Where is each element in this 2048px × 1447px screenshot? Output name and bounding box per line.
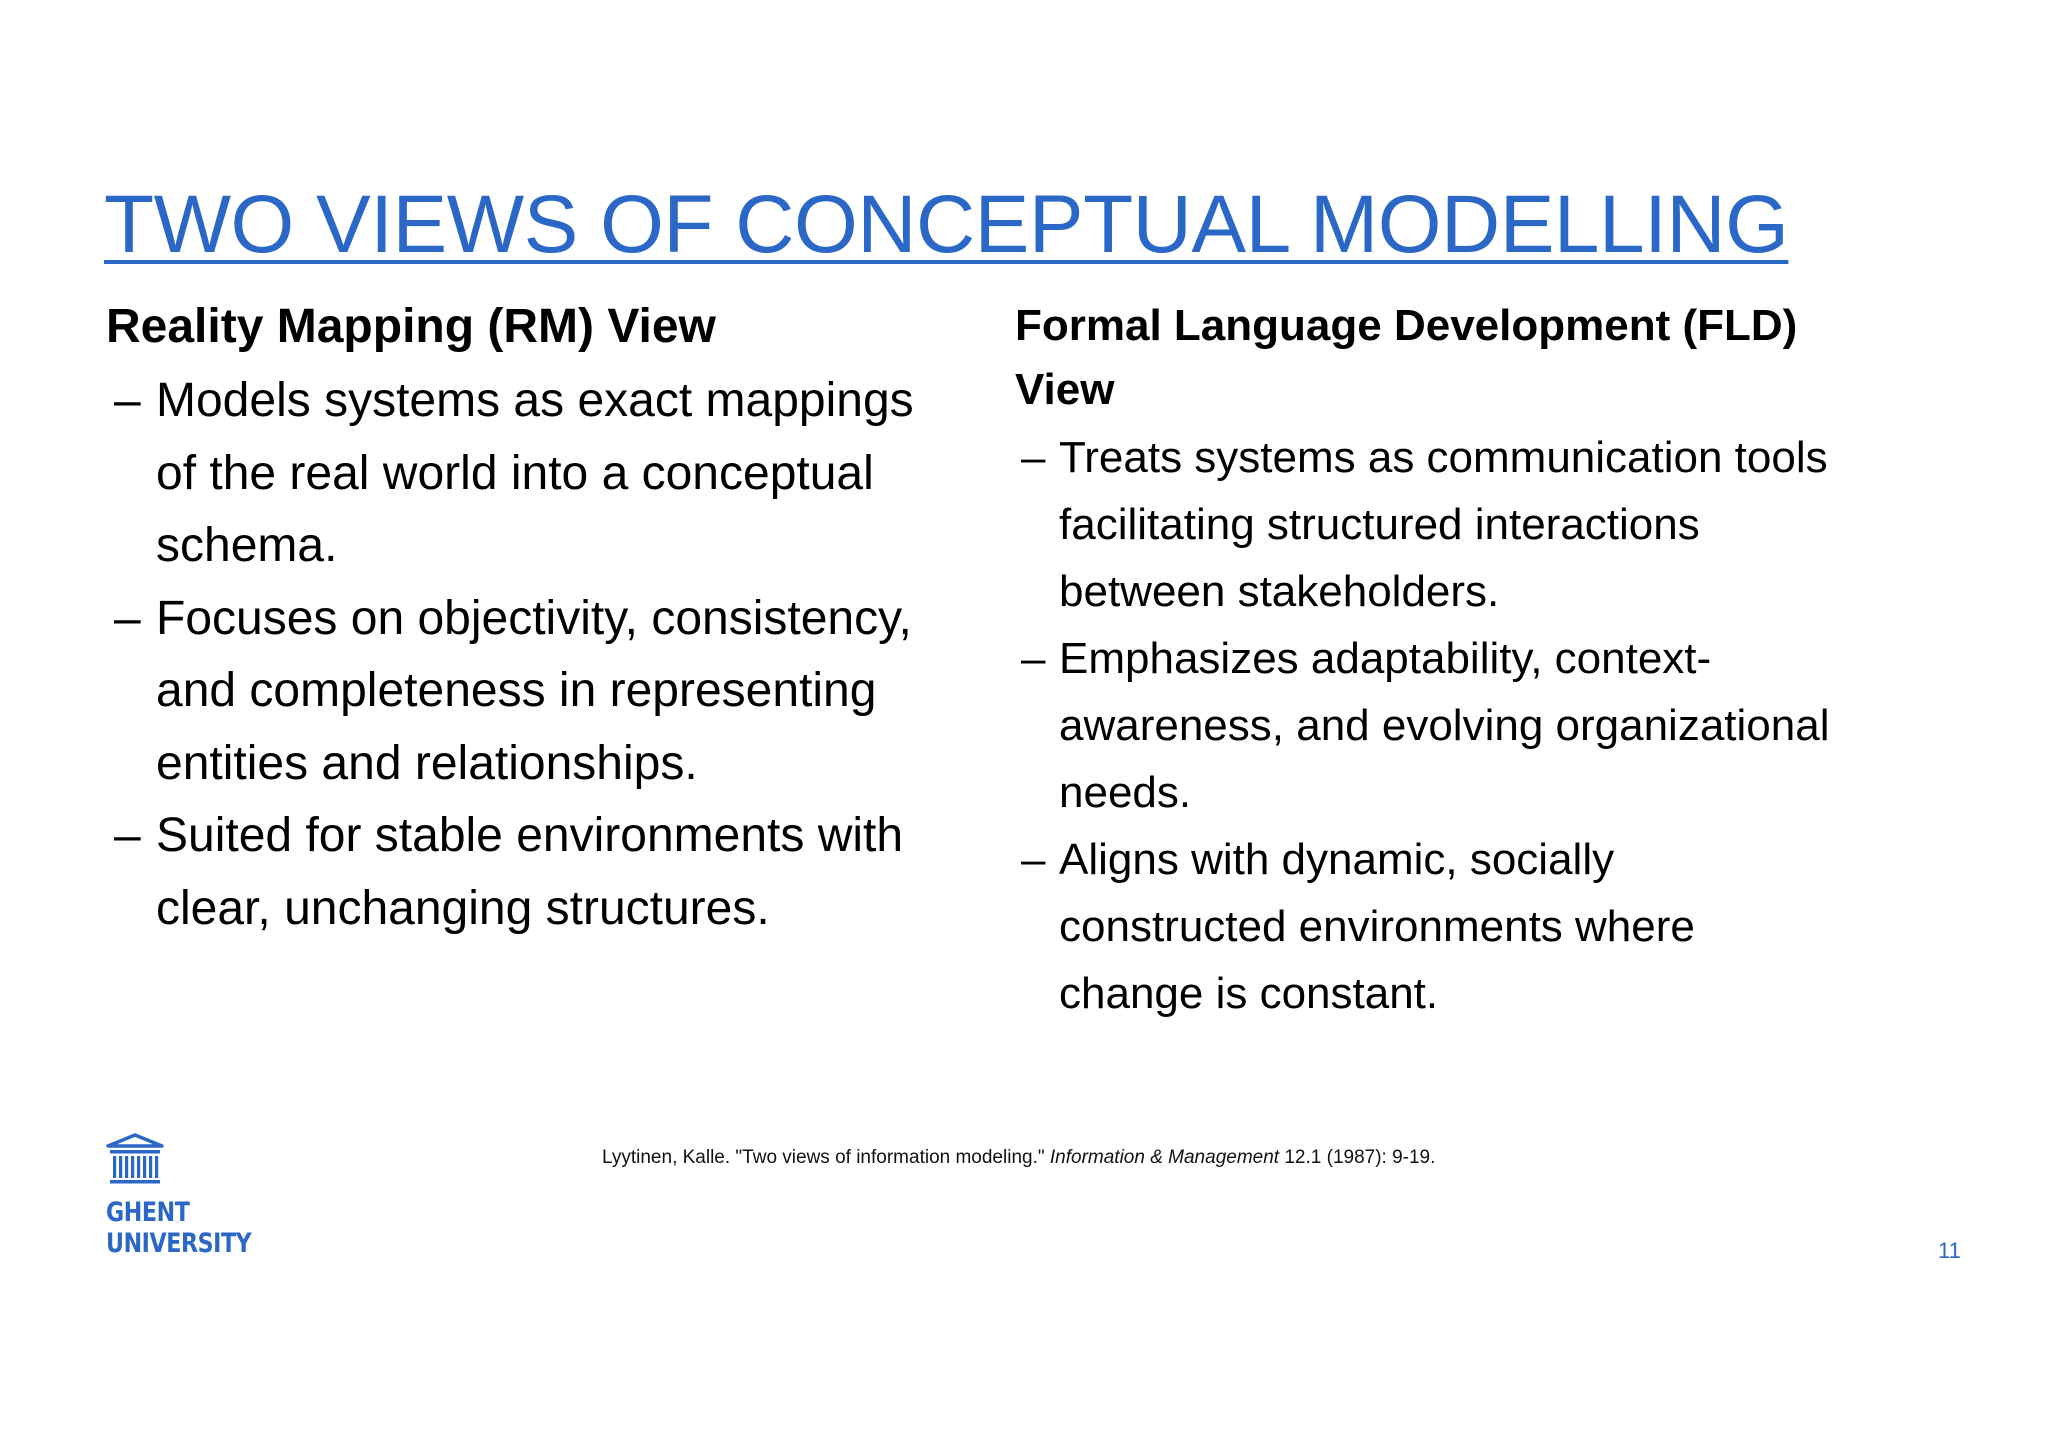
list-item xyxy=(106,365,926,583)
right-bullet-list xyxy=(1015,424,1845,1027)
bullet-text: Suited for stable environments with clear, unchanging structures. xyxy=(156,809,904,935)
bullet-text: Focuses on objectivity, consistency, and completeness in representing entities and relationships. xyxy=(156,591,912,790)
dash-bullet-icon: – xyxy=(1021,433,1046,482)
list-item xyxy=(106,583,926,801)
university-building-icon xyxy=(106,1133,164,1187)
citation-prefix: Lyytinen, Kalle. "Two views of information modeling." xyxy=(602,1147,1050,1168)
bullet-text: Aligns with dynamic, socially constructed environments where change is constant. xyxy=(1059,835,1695,1018)
citation-journal: Information & Management xyxy=(1049,1147,1280,1168)
dash-bullet-icon: – xyxy=(1021,634,1046,683)
dash-bullet-icon: – xyxy=(114,809,141,862)
ghent-university-logo xyxy=(106,1133,266,1259)
logo-wordmark xyxy=(106,1197,252,1259)
right-column xyxy=(1015,294,1845,1027)
dash-bullet-icon: – xyxy=(114,591,141,645)
list-item xyxy=(1015,826,1845,1027)
list-item xyxy=(1015,424,1845,625)
dash-bullet-icon: – xyxy=(114,374,141,427)
list-item xyxy=(106,800,926,945)
dash-bullet-icon: – xyxy=(1021,835,1046,884)
slide-title: TWO VIEWS OF CONCEPTUAL MODELLING xyxy=(104,179,1789,270)
page-number: 11 xyxy=(1938,1238,1961,1263)
bullet-text: Treats systems as communication tools facilitating structured interactions between stakeholders. xyxy=(1059,433,1828,616)
bullet-text: Emphasizes adaptability, context-awareness, and evolving organizational needs. xyxy=(1059,634,1830,817)
citation xyxy=(602,1146,1435,1170)
citation-suffix: 12.1 (1987): 9-19. xyxy=(1279,1147,1436,1168)
left-column xyxy=(106,297,926,945)
logo-line-ghent: GHENT xyxy=(106,1197,190,1228)
right-column-heading: Formal Language Development (FLD) View xyxy=(1015,301,1798,414)
left-column-heading: Reality Mapping (RM) View xyxy=(106,300,716,353)
left-bullet-list xyxy=(106,365,926,945)
list-item xyxy=(1015,625,1845,826)
logo-line-university: UNIVERSITY xyxy=(106,1228,252,1259)
bullet-text: Models systems as exact mappings of the real world into a conceptual schema. xyxy=(156,374,914,572)
